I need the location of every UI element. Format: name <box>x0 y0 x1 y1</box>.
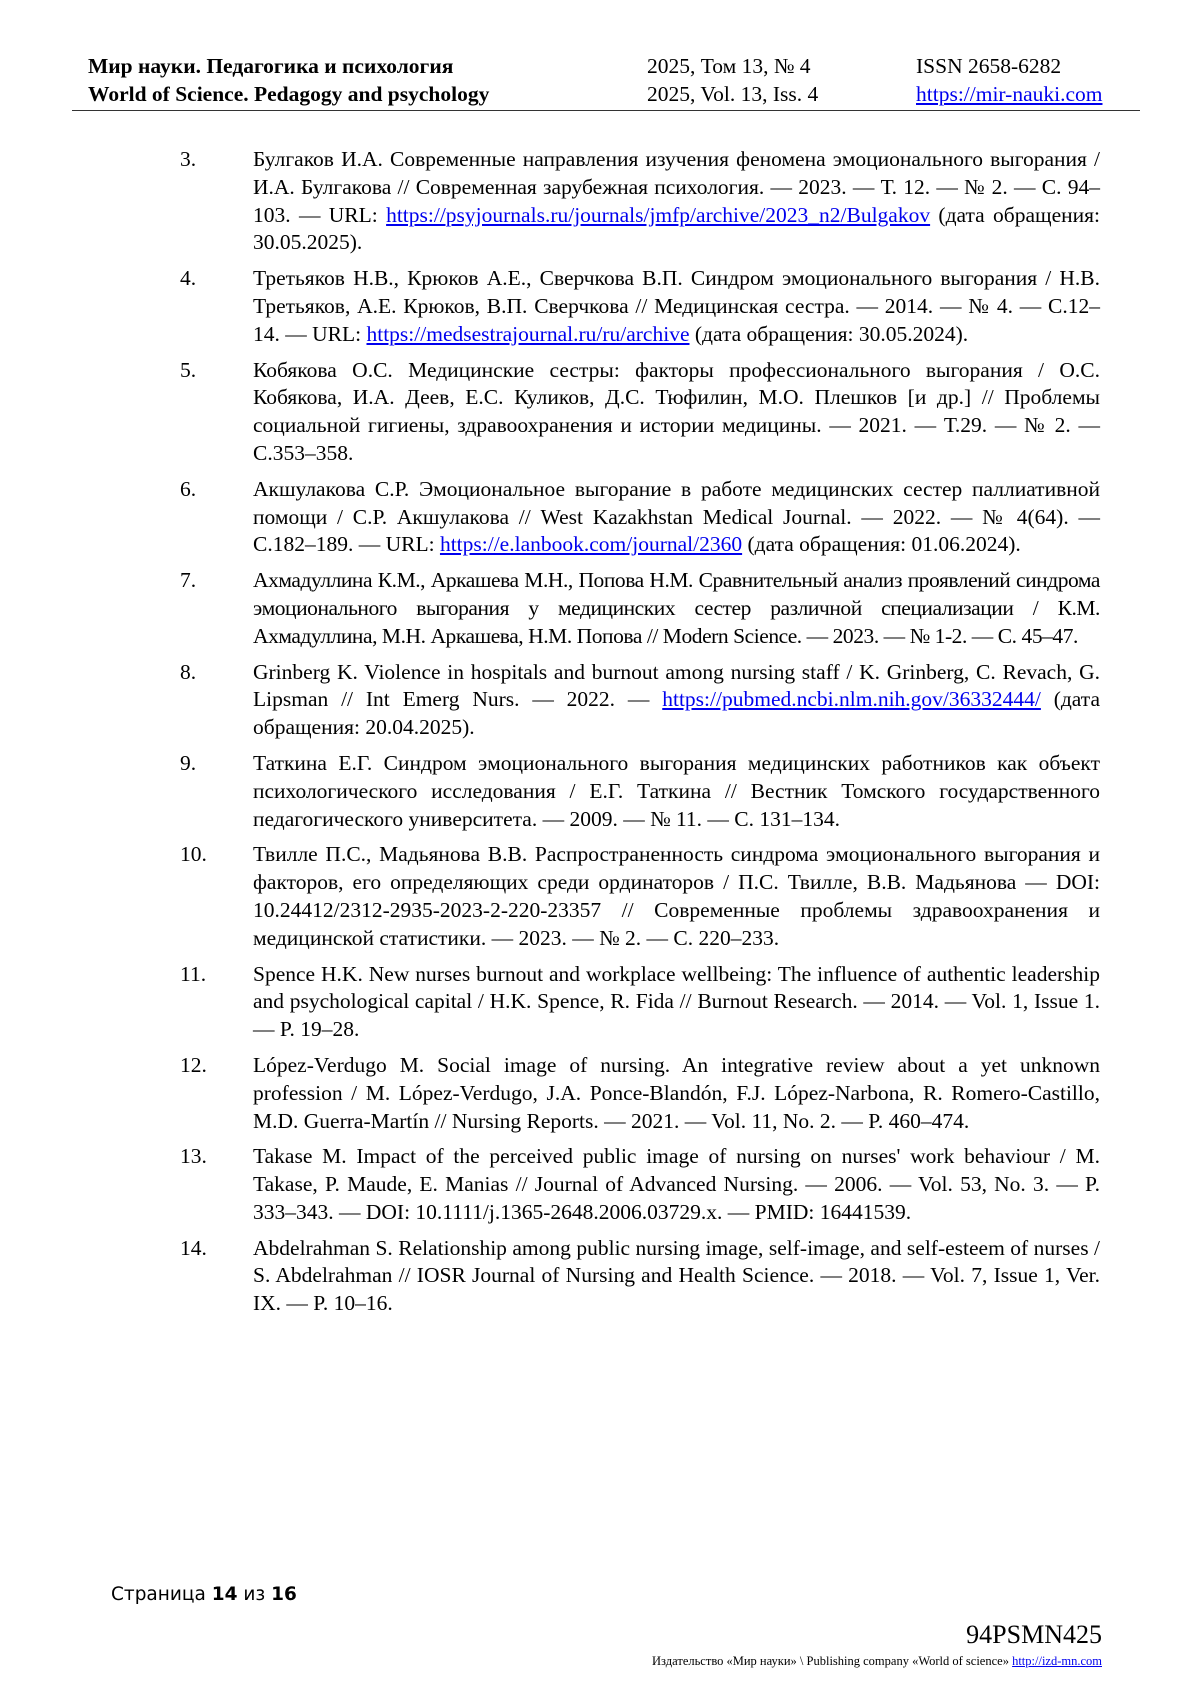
reference-item <box>180 841 1100 952</box>
reference-text: Твилле П.С., Мадьянова В.В. Распространенность синдрома эмоционального выгорания и факторов, его определяющих среди ординаторов / П.С. Твилле, В.В. Мадьянова — DOI: 10.24412/2312-2935-2023-2-220-23357 // Современные проблемы здравоохранения и медицинской статистики. — 2023. — № 2. — С. 220–233. <box>253 842 1100 950</box>
reference-number: 14. <box>180 1235 207 1260</box>
publisher-link[interactable]: http://izd-mn.com <box>1012 1654 1102 1668</box>
reference-text: Spence H.K. New nurses burnout and workplace wellbeing: The influence of authentic leadership and psychological capital / H.K. Spence, R. Fida // Burnout Research. — 2014. — Vol. 1, Issue 1. — P. 19–28. <box>253 961 1100 1042</box>
reference-number: 13. <box>180 1144 207 1169</box>
reference-text: López-Verdugo M. Social image of nursing. An integrative review about a yet unknown profession / M. López-Verdugo, J.A. Ponce-Blandón, F.J. López-Narbona, R. Romero-Castillo, M.D. Guerra-Martín // Nursing Reports. — 2021. — Vol. 11, No. 2. — P. 460–474. <box>253 1052 1100 1133</box>
page-current: 14 <box>211 1584 238 1605</box>
reference-item <box>180 265 1100 348</box>
reference-link[interactable]: https://pubmed.ncbi.nlm.nih.gov/36332444/ <box>662 687 1041 712</box>
reference-item <box>180 961 1100 1044</box>
reference-item <box>180 1052 1100 1135</box>
reference-item <box>180 750 1100 833</box>
reference-item <box>180 659 1100 742</box>
reference-number: 5. <box>180 357 197 382</box>
page-total: 16 <box>271 1584 297 1605</box>
journal-website-link[interactable]: https://mir-nauki.com <box>916 82 1103 106</box>
reference-text: Grinberg K. Violence in hospitals and burnout among nursing staff / K. Grinberg, C. Revach, G. Lipsman // Int Emerg Nurs. — 2022. — https://pubmed.ncbi.nlm.nih.gov/36332444/ (дата обращения: 20.04.2025). <box>253 659 1100 740</box>
reference-number: 4. <box>180 266 197 291</box>
publisher-text: Издательство «Мир науки» \ Publishing company «World of science» <box>652 1654 1009 1668</box>
reference-text: Ахмадуллина К.М., Аркашева М.Н., Попова Н.М. Сравнительный анализ проявлений синдрома эмоционального выгорания у медицинских сестер различной специализации / К.М. Ахмадуллина, М.Н. Аркашева, Н.М. Попова // Modern Science. — 2023. — № 1-2. — С. 45–47. <box>253 568 1100 648</box>
reference-text: Takase M. Impact of the perceived public image of nursing on nurses' work behaviour / M. Takase, P. Maude, E. Manias // Journal of Advanced Nursing. — 2006. — Vol. 53, No. 3. — P. 333–343. — DOI: 10.1111/j.1365-2648.2006.03729.x. — PMID: 16441539. <box>253 1144 1100 1224</box>
reference-link[interactable]: https://psyjournals.ru/journals/jmfp/archive/2023_n2/Bulgakov <box>386 202 931 227</box>
article-code: 94PSMN425 <box>966 1620 1102 1649</box>
page-of: из <box>243 1584 266 1605</box>
reference-number: 3. <box>180 147 197 171</box>
reference-text: Abdelrahman S. Relationship among public nursing image, self-image, and self-esteem of nurses / S. Abdelrahman // IOSR Journal of Nursing and Health Science. — 2018. — Vol. 7, Issue 1, Ver. IX. — P. 10–16. <box>253 1235 1100 1316</box>
reference-number: 6. <box>180 476 197 501</box>
reference-link[interactable]: https://e.lanbook.com/journal/2360 <box>439 532 743 557</box>
reference-list <box>180 146 1100 1326</box>
reference-item <box>180 476 1100 559</box>
reference-item <box>180 357 1100 468</box>
reference-text: Третьяков Н.В., Крюков А.Е., Сверчкова В.П. Синдром эмоционального выгорания / Н.В. Третьяков, А.Е. Крюков, В.П. Сверчкова // Медицинская сестра. — 2014. — № 4. — С.12–14. — URL: https://medsestrajournal.ru/ru/archive (дата обращения: 30.05.2024). <box>253 266 1100 346</box>
reference-text: Булгаков И.А. Современные направления изучения феномена эмоционального выгорания / И.А. Булгакова // Современная зарубежная психология. — 2023. — Т. 12. — № 2. — С. 94–103. — URL: https://psyjournals.ru/journals/jmfp/archive/2023_n2/Bulgakov (дата обращения: 30.05.2025). <box>253 147 1100 255</box>
issue-ru: 2025, Том 13, № 4 <box>647 54 811 78</box>
issn: ISSN 2658-6282 <box>916 54 1062 78</box>
reference-number: 11. <box>180 961 207 986</box>
journal-title-en: World of Science. Pedagogy and psychology <box>88 82 490 106</box>
reference-item <box>180 1235 1100 1318</box>
reference-item <box>180 567 1100 650</box>
page-header <box>72 52 1140 111</box>
reference-number: 8. <box>180 659 197 684</box>
issue-en: 2025, Vol. 13, Iss. 4 <box>647 82 819 106</box>
reference-number: 7. <box>180 568 197 593</box>
reference-link[interactable]: https://medsestrajournal.ru/ru/archive <box>366 321 690 346</box>
page-label: Страница <box>111 1584 206 1605</box>
publisher-line <box>652 1654 1102 1669</box>
header-row-ru <box>72 52 1140 80</box>
page-number <box>111 1584 297 1605</box>
reference-text: Кобякова О.С. Медицинские сестры: факторы профессионального выгорания / О.С. Кобякова, И.А. Деев, Е.С. Куликов, Д.С. Тюфилин, М.О. Плешков [и др.] // Проблемы социальной гигиены, здравоохранения и истории медицины. — 2021. — Т.29. — № 2. — С.353–358. <box>253 357 1100 465</box>
reference-text: Акшулакова С.Р. Эмоциональное выгорание в работе медицинских сестер паллиативной помощи / С.Р. Акшулакова // West Kazakhstan Medical Journal. — 2022. — № 4(64). — С.182–189. — URL: https://e.lanbook.com/journal/2360 (дата обращения: 01.06.2024). <box>253 476 1100 557</box>
reference-number: 9. <box>180 750 197 775</box>
header-row-en <box>72 80 1140 108</box>
journal-title-ru: Мир науки. Педагогика и психология <box>88 54 454 78</box>
reference-item <box>180 146 1100 257</box>
reference-item <box>180 1143 1100 1226</box>
reference-number: 12. <box>180 1052 207 1077</box>
reference-number: 10. <box>180 842 207 867</box>
reference-text: Таткина Е.Г. Синдром эмоционального выгорания медицинских работников как объект психологического исследования / Е.Г. Таткина // Вестник Томского государственного педагогического университета. — 2009. — № 11. — С. 131–134. <box>253 750 1100 831</box>
